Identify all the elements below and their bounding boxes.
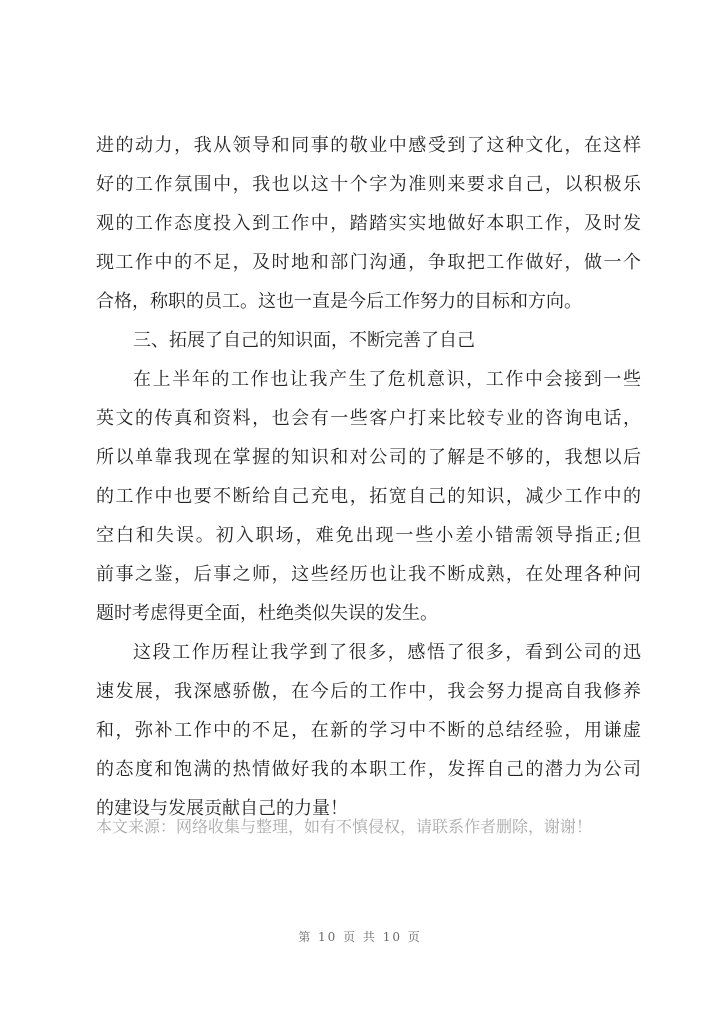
body-line: 这段工作历程让我学到了很多，感悟了很多，看到公司的迅 bbox=[133, 642, 641, 663]
body-line: 观的工作态度投入到工作中，踏踏实实地做好本职工作，及时发 bbox=[96, 213, 641, 234]
body-line: 速发展，我深感骄傲，在今后的工作中，我会努力提高自我修养 bbox=[96, 681, 641, 702]
body-line: 前事之鉴，后事之师，这些经历也让我不断成熟，在处理各种问 bbox=[96, 564, 641, 585]
body-line: 进的动力，我从领导和同事的敬业中感受到了这种文化，在这样 bbox=[96, 135, 641, 156]
body-line: 现工作中的不足，及时地和部门沟通，争取把工作做好，做一个 bbox=[96, 252, 641, 273]
page-number-footer: 第 10 页 共 10 页 bbox=[298, 930, 422, 944]
body-line: 的建设与发展贡献自己的力量！ bbox=[96, 798, 348, 819]
document-body bbox=[96, 126, 641, 828]
body-line: 题时考虑得更全面，杜绝类似失误的发生。 bbox=[96, 603, 438, 624]
section-heading: 三、拓展了自己的知识面，不断完善了自己 bbox=[133, 330, 475, 351]
body-line: 合格，称职的员工。这也一直是今后工作努力的目标和方向。 bbox=[96, 291, 582, 312]
body-line: 和，弥补工作中的不足，在新的学习中不断的总结经验，用谦虚 bbox=[96, 720, 641, 741]
source-note: 本文来源：网络收集与整理，如有不慎侵权，请联系作者删除，谢谢！ bbox=[96, 817, 593, 836]
body-line: 的工作中也要不断给自己充电，拓宽自己的知识，减少工作中的 bbox=[96, 486, 641, 507]
body-line: 所以单靠我现在掌握的知识和对公司的了解是不够的，我想以后 bbox=[96, 447, 641, 468]
body-line: 的态度和饱满的热情做好我的本职工作，发挥自己的潜力为公司 bbox=[96, 759, 641, 780]
body-line: 在上半年的工作也让我产生了危机意识，工作中会接到一些 bbox=[133, 369, 641, 390]
body-line: 空白和失误。初入职场，难免出现一些小差小错需领导指正;但 bbox=[96, 525, 641, 546]
body-line: 好的工作氛围中，我也以这十个字为准则来要求自己，以积极乐 bbox=[96, 174, 641, 195]
body-line: 英文的传真和资料，也会有一些客户打来比较专业的咨询电话， bbox=[96, 408, 641, 429]
